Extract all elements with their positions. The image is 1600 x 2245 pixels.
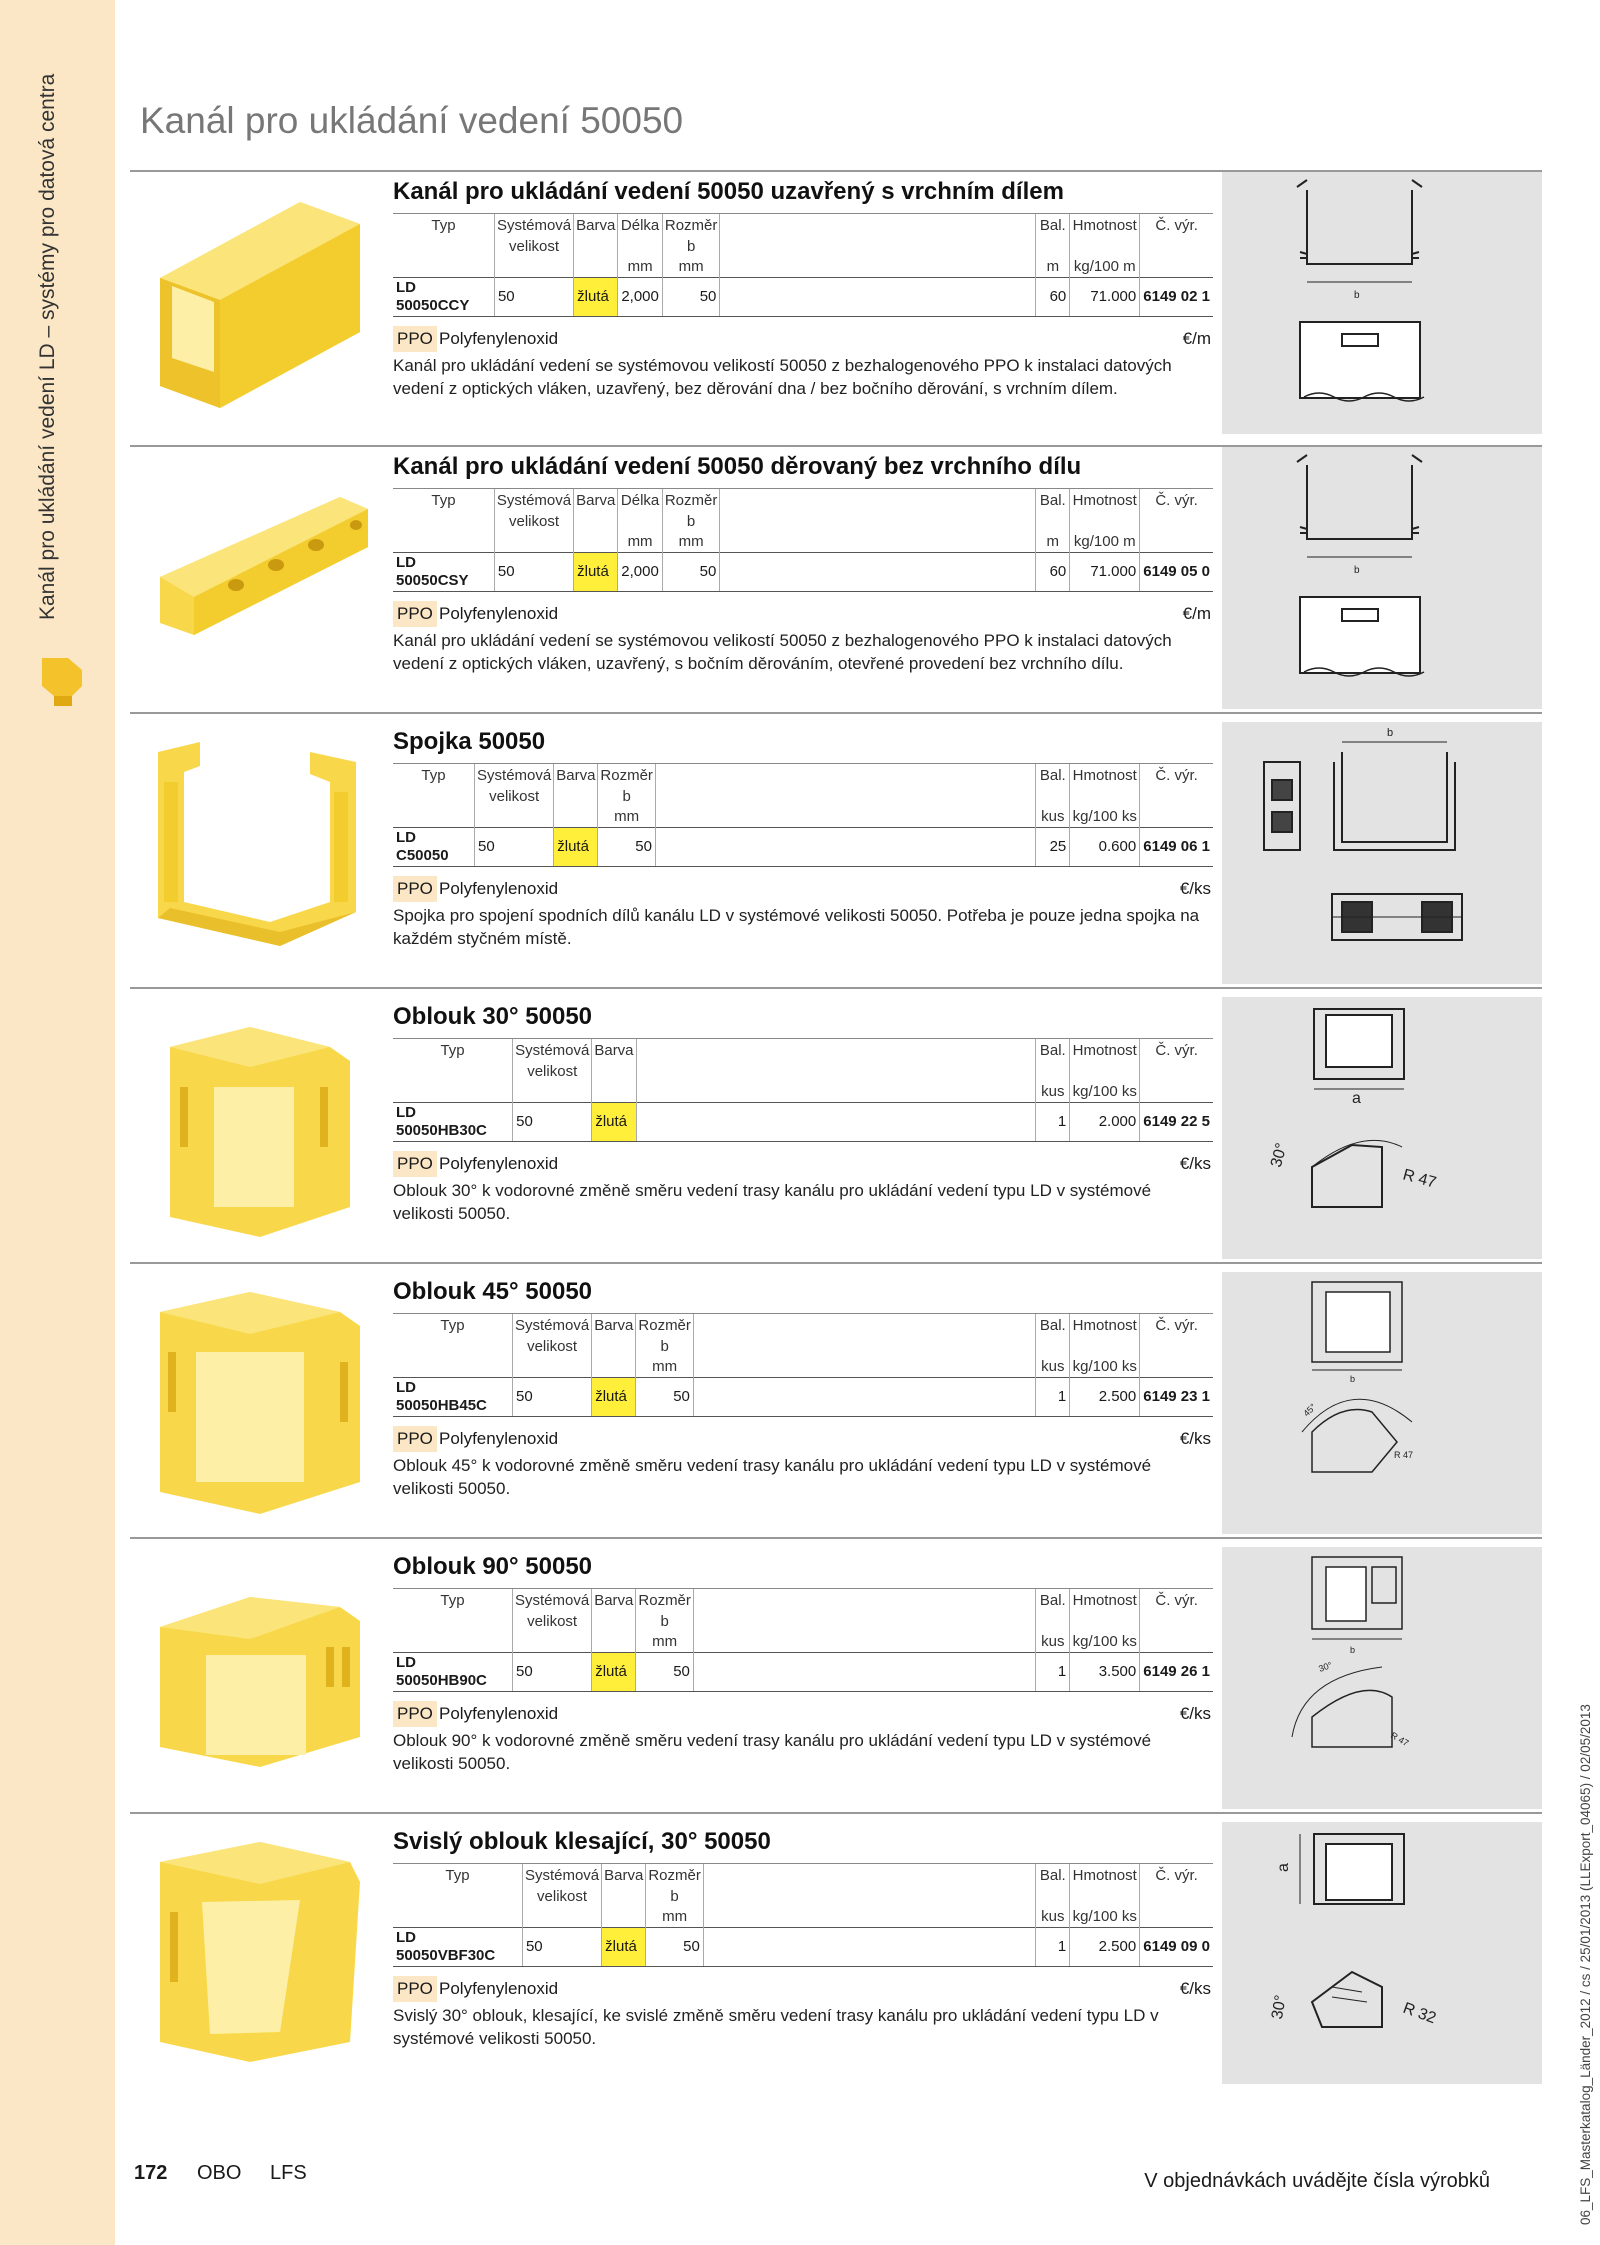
col-header: Hmotnost	[1070, 1589, 1140, 1634]
product-photo	[130, 997, 380, 1271]
weight-cell: 0.600	[1070, 828, 1140, 867]
col-header: Bal.	[1036, 1314, 1070, 1359]
col-header: Č. výr.	[1140, 1864, 1213, 1909]
technical-drawing	[1222, 1822, 1542, 2084]
technical-drawing	[1222, 722, 1542, 984]
col-header: Systémová velikost	[522, 1864, 601, 1909]
size-cell: 50	[513, 1103, 592, 1142]
unit-label: kg/100 ks	[1070, 1908, 1140, 1928]
page-number: 172	[134, 2162, 168, 2184]
color-cell: žlutá	[574, 278, 618, 317]
color-cell: žlutá	[554, 828, 598, 867]
color-cell: žlutá	[592, 1378, 636, 1417]
unit-label: mm	[598, 808, 656, 828]
type-cell: LD 50050HB90C	[393, 1653, 513, 1692]
unit-label: mm	[636, 1358, 694, 1378]
article-number-cell: 6149 06 1	[1140, 828, 1213, 867]
unit-label: mm	[636, 1633, 694, 1653]
drawing-label: 30°	[1317, 1659, 1334, 1674]
dimension-cell: 50	[598, 828, 656, 867]
product-photo	[130, 1272, 380, 1546]
col-header: Systémová velikost	[513, 1589, 592, 1634]
color-cell: žlutá	[592, 1103, 636, 1142]
product-photo	[130, 1822, 380, 2096]
unit-label: kus	[1036, 808, 1070, 828]
pack-cell: 1	[1036, 1378, 1070, 1417]
material-name: Polyfenylenoxid	[439, 1704, 559, 1723]
col-header: Rozměr b	[646, 1864, 704, 1909]
dimension-cell: 50	[646, 1928, 704, 1967]
spec-table	[393, 1863, 1213, 1967]
category-tab-icon	[38, 656, 86, 708]
length-cell: 2,000	[618, 553, 663, 592]
col-header: Systémová velikost	[513, 1039, 592, 1084]
size-cell: 50	[513, 1378, 592, 1417]
footer-brand: OBO	[197, 2162, 242, 2184]
col-header: Č. výr.	[1140, 489, 1213, 534]
product-section	[130, 722, 1542, 996]
footer-note: V objednávkách uvádějte čísla výrobků	[1144, 2170, 1490, 2192]
page-title: Kanál pro ukládání vedení 50050	[140, 100, 684, 141]
sidebar-category-label: Kanál pro ukládání vedení LD – systémy pro datová centra	[36, 73, 59, 620]
unit-label: kus	[1036, 1358, 1070, 1378]
unit-label: kg/100 m	[1070, 258, 1140, 278]
material-code: PPO	[393, 1426, 437, 1452]
col-header: Barva	[592, 1039, 636, 1084]
size-cell: 50	[494, 553, 573, 592]
spec-table	[393, 1038, 1213, 1142]
drawing-label: 45°	[1301, 1401, 1319, 1419]
drawing-label: b	[1350, 1374, 1356, 1384]
type-cell: LD C50050	[393, 828, 475, 867]
weight-cell: 71.000	[1070, 553, 1140, 592]
unit-label: kus	[1036, 1633, 1070, 1653]
col-header: Typ	[393, 1314, 513, 1359]
length-cell: 2,000	[618, 278, 663, 317]
drawing-label: R 32	[1400, 1999, 1439, 2028]
drawing-label: b	[1350, 1645, 1356, 1655]
col-header: Systémová velikost	[475, 764, 554, 809]
col-header: Typ	[393, 489, 494, 534]
size-cell: 50	[475, 828, 554, 867]
drawing-label: b	[1354, 290, 1360, 301]
product-description: Oblouk 90° k vodorovné změně směru vedení trasy kanálu pro ukládání vedení typu LD v systémové velikosti 50050.	[393, 1731, 1152, 1773]
technical-drawing	[1222, 447, 1542, 709]
technical-drawing	[1222, 1547, 1542, 1809]
type-cell: LD 50050CSY	[393, 553, 494, 592]
col-header: Bal.	[1036, 1039, 1070, 1084]
catalog-reference: 06_LFS_Masterkatalog_Länder_2012 / cs / 25/01/2013 (LLExport_04065) / 02/05/2013	[1578, 1704, 1593, 2225]
product-description: Spojka pro spojení spodních dílů kanálu LD v systémové velikosti 50050. Potřeba je pouze jedna spojka na každém styčném místě.	[393, 906, 1200, 948]
product-description: Svislý 30° oblouk, klesající, ke svislé změně směru vedení trasy kanálu pro ukládání vedení typu LD v systémové velikosti 50050.	[393, 2006, 1159, 2048]
unit-label: mm	[618, 533, 663, 553]
material-code: PPO	[393, 601, 437, 627]
article-number-cell: 6149 26 1	[1140, 1653, 1213, 1692]
dimension-cell: 50	[636, 1378, 694, 1417]
price-unit: €/ks	[1179, 1704, 1211, 1723]
unit-label: kus	[1036, 1083, 1070, 1103]
col-header: Č. výr.	[1140, 1314, 1213, 1359]
color-cell: žlutá	[592, 1653, 636, 1692]
col-header: Bal.	[1036, 214, 1070, 259]
col-header: Typ	[393, 1864, 522, 1909]
col-header: Č. výr.	[1140, 1589, 1213, 1634]
col-header: Hmotnost	[1070, 764, 1140, 809]
col-header: Rozměr b	[636, 1589, 694, 1634]
col-header: Typ	[393, 214, 494, 259]
col-header: Rozměr b	[662, 489, 720, 534]
article-number-cell: 6149 22 5	[1140, 1103, 1213, 1142]
pack-cell: 60	[1036, 553, 1070, 592]
spec-table	[393, 213, 1213, 317]
col-header: Bal.	[1036, 1589, 1070, 1634]
unit-label: mm	[646, 1908, 704, 1928]
product-title: Svislý oblouk klesající, 30° 50050	[393, 1828, 771, 1855]
col-header: Rozměr b	[636, 1314, 694, 1359]
material-code: PPO	[393, 326, 437, 352]
unit-label: kg/100 ks	[1070, 808, 1140, 828]
drawing-label: R 47	[1400, 1166, 1439, 1192]
col-header: Č. výr.	[1140, 214, 1213, 259]
pack-cell: 60	[1036, 278, 1070, 317]
col-header: Typ	[393, 764, 475, 809]
col-header: Hmotnost	[1070, 1039, 1140, 1084]
technical-drawing	[1222, 1272, 1542, 1534]
type-cell: LD 50050CCY	[393, 278, 494, 317]
col-header: Hmotnost	[1070, 1314, 1140, 1359]
weight-cell: 71.000	[1070, 278, 1140, 317]
product-description: Kanál pro ukládání vedení se systémovou velikostí 50050 z bezhalogenového PPO k instalaci datových vedení z optických vláken, uzavřený, bez děrování dna / bez bočního děrování, s vrchním dílem.	[393, 356, 1172, 398]
material-name: Polyfenylenoxid	[439, 1979, 559, 1998]
unit-label: kg/100 ks	[1070, 1083, 1140, 1103]
drawing-label: a	[1275, 1863, 1292, 1872]
spec-table	[393, 763, 1213, 867]
article-number-cell: 6149 23 1	[1140, 1378, 1213, 1417]
type-cell: LD 50050HB45C	[393, 1378, 513, 1417]
material-code: PPO	[393, 1701, 437, 1727]
product-photo	[130, 172, 380, 446]
dimension-cell: 50	[636, 1653, 694, 1692]
drawing-label: b	[1354, 565, 1360, 576]
pack-cell: 25	[1036, 828, 1070, 867]
article-number-cell: 6149 09 0	[1140, 1928, 1213, 1967]
weight-cell: 2.500	[1070, 1378, 1140, 1417]
col-header: Barva	[574, 489, 618, 534]
col-header: Hmotnost	[1070, 1864, 1140, 1909]
product-photo	[130, 1547, 380, 1821]
drawing-label: a	[1352, 1090, 1361, 1107]
spec-table	[393, 1313, 1213, 1417]
col-header: Č. výr.	[1140, 1039, 1213, 1084]
product-description: Kanál pro ukládání vedení se systémovou velikostí 50050 z bezhalogenového PPO k instalaci datových vedení z optických vláken, uzavřený, s bočním děrováním, otevřené provedení bez vrchního dílu.	[393, 631, 1172, 673]
size-cell: 50	[513, 1653, 592, 1692]
col-header: Typ	[393, 1039, 513, 1084]
size-cell: 50	[494, 278, 573, 317]
color-cell: žlutá	[602, 1928, 646, 1967]
color-cell: žlutá	[574, 553, 618, 592]
material-code: PPO	[393, 1976, 437, 2002]
price-unit: €/ks	[1179, 1429, 1211, 1448]
technical-drawing	[1222, 997, 1542, 1259]
col-header: Barva	[602, 1864, 646, 1909]
col-header: Barva	[574, 214, 618, 259]
product-section	[130, 1822, 1542, 2096]
spec-table	[393, 488, 1213, 592]
product-section	[130, 1547, 1542, 1821]
product-description: Oblouk 30° k vodorovné změně směru vedení trasy kanálu pro ukládání vedení typu LD v systémové velikosti 50050.	[393, 1181, 1152, 1223]
col-header: Hmotnost	[1070, 489, 1140, 534]
drawing-label: 30°	[1268, 1993, 1290, 2021]
unit-label: kg/100 ks	[1070, 1633, 1140, 1653]
product-title: Spojka 50050	[393, 728, 546, 755]
col-header: Systémová velikost	[494, 489, 573, 534]
dimension-cell: 50	[662, 553, 720, 592]
weight-cell: 2.500	[1070, 1928, 1140, 1967]
product-title: Oblouk 90° 50050	[393, 1553, 593, 1580]
unit-label: kg/100 ks	[1070, 1358, 1140, 1378]
unit-label: m	[1036, 533, 1070, 553]
drawing-label: R 47	[1394, 1450, 1414, 1460]
material-name: Polyfenylenoxid	[439, 604, 559, 623]
product-description: Oblouk 45° k vodorovné změně směru vedení trasy kanálu pro ukládání vedení typu LD v systémové velikosti 50050.	[393, 1456, 1152, 1498]
price-unit: €/m	[1182, 604, 1211, 623]
col-header: Systémová velikost	[513, 1314, 592, 1359]
weight-cell: 2.000	[1070, 1103, 1140, 1142]
dimension-cell: 50	[662, 278, 720, 317]
product-photo	[130, 722, 380, 996]
unit-label: m	[1036, 258, 1070, 278]
pack-cell: 1	[1036, 1103, 1070, 1142]
pack-cell: 1	[1036, 1653, 1070, 1692]
material-code: PPO	[393, 1151, 437, 1177]
drawing-label: R 47	[1389, 1730, 1411, 1749]
col-header: Č. výr.	[1140, 764, 1213, 809]
product-photo	[130, 447, 380, 721]
col-header: Systémová velikost	[494, 214, 573, 259]
unit-label: mm	[662, 258, 720, 278]
price-unit: €/ks	[1179, 879, 1211, 898]
pack-cell: 1	[1036, 1928, 1070, 1967]
col-header: Typ	[393, 1589, 513, 1634]
col-header: Bal.	[1036, 1864, 1070, 1909]
material-code: PPO	[393, 876, 437, 902]
col-header: Bal.	[1036, 489, 1070, 534]
article-number-cell: 6149 02 1	[1140, 278, 1213, 317]
product-title: Kanál pro ukládání vedení 50050 děrovaný bez vrchního dílu	[393, 453, 1082, 480]
product-section	[130, 172, 1542, 446]
price-unit: €/ks	[1179, 1154, 1211, 1173]
spec-table	[393, 1588, 1213, 1692]
product-title: Oblouk 45° 50050	[393, 1278, 593, 1305]
product-section	[130, 997, 1542, 1271]
product-section	[130, 1272, 1542, 1546]
type-cell: LD 50050VBF30C	[393, 1928, 522, 1967]
material-name: Polyfenylenoxid	[439, 879, 559, 898]
col-header: Délka	[618, 214, 663, 259]
unit-label: mm	[662, 533, 720, 553]
col-header: Barva	[592, 1589, 636, 1634]
unit-label: mm	[618, 258, 663, 278]
material-name: Polyfenylenoxid	[439, 1429, 559, 1448]
type-cell: LD 50050HB30C	[393, 1103, 513, 1142]
product-title: Oblouk 30° 50050	[393, 1003, 593, 1030]
col-header: Délka	[618, 489, 663, 534]
drawing-label: b	[1387, 727, 1394, 739]
col-header: Rozměr b	[662, 214, 720, 259]
material-name: Polyfenylenoxid	[439, 1154, 559, 1173]
product-section	[130, 447, 1542, 721]
col-header: Barva	[554, 764, 598, 809]
product-title: Kanál pro ukládání vedení 50050 uzavřený s vrchním dílem	[393, 178, 1064, 205]
price-unit: €/ks	[1179, 1979, 1211, 1998]
unit-label: kg/100 m	[1070, 533, 1140, 553]
material-name: Polyfenylenoxid	[439, 329, 559, 348]
price-unit: €/m	[1182, 329, 1211, 348]
size-cell: 50	[522, 1928, 601, 1967]
weight-cell: 3.500	[1070, 1653, 1140, 1692]
article-number-cell: 6149 05 0	[1140, 553, 1213, 592]
footer-unit: LFS	[270, 2162, 307, 2184]
drawing-label: 30°	[1267, 1141, 1291, 1170]
col-header: Hmotnost	[1070, 214, 1140, 259]
unit-label: kus	[1036, 1908, 1070, 1928]
col-header: Bal.	[1036, 764, 1070, 809]
technical-drawing	[1222, 172, 1542, 434]
col-header: Rozměr b	[598, 764, 656, 809]
col-header: Barva	[592, 1314, 636, 1359]
